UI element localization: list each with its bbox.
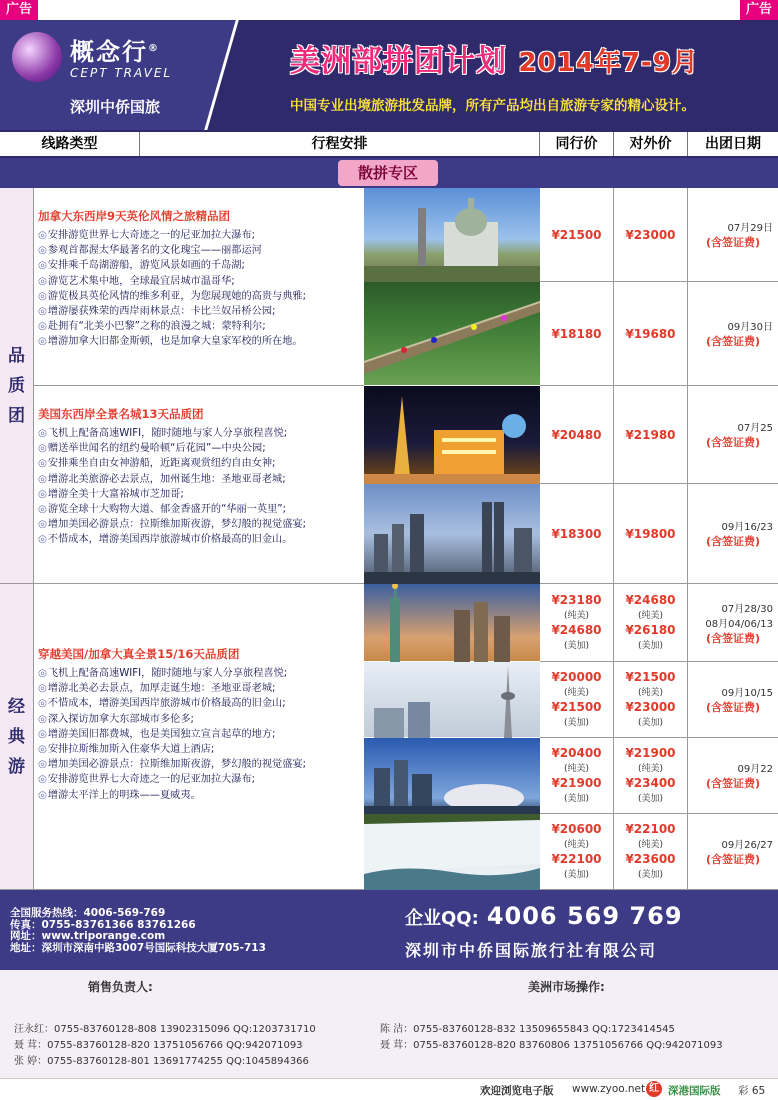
departure-cell: 09月22 (含签证费) bbox=[688, 738, 778, 814]
list-item: ◎ 不惜成本，增游美国西岸旅游城市价格最高的旧金山。 bbox=[38, 532, 360, 547]
sales-right-title: 美洲市场操作: bbox=[528, 980, 605, 994]
photo-rainforest-bridge bbox=[364, 282, 540, 386]
trade-price-cell: ¥21500 bbox=[540, 188, 614, 282]
route-usa bbox=[34, 386, 364, 584]
trade-price-cell: ¥20600 (纯美) ¥22100 (美加) bbox=[540, 814, 614, 890]
list-item: ◎ 赴拥有“北美小巴黎”之称的浪漫之城：蒙特利尔; bbox=[38, 319, 360, 334]
list-item: ◎ 增游太平洋上的明珠——夏威夷。 bbox=[38, 788, 360, 803]
retail-price-cell: ¥21980 bbox=[614, 386, 688, 484]
section-label-quality: 品 质 团 bbox=[0, 188, 34, 584]
contact-block bbox=[10, 908, 266, 954]
welcome-text: 欢迎浏览电子版 bbox=[480, 1085, 554, 1097]
itinerary-table bbox=[0, 188, 778, 890]
sales-row: 聂 茸：0755-83760128-820 13751056766 QQ:942071093 bbox=[14, 1040, 303, 1051]
list-item: ◎ 飞机上配备高速WIFI，随时随地与家人分享旅程喜悦; bbox=[38, 426, 360, 441]
list-item: ◎ 赠送举世闻名的纽约曼哈顿“后花园”—中央公园; bbox=[38, 441, 360, 456]
list-item: ◎ 游览艺术集中地，全球最宜居城市温哥华; bbox=[38, 274, 360, 289]
bottom-bar bbox=[0, 1078, 778, 1100]
list-item: ◎ 参观首都渥太华最著名的文化瑰宝——丽都运河 bbox=[38, 243, 360, 258]
retail-price-cell: ¥19680 bbox=[614, 282, 688, 386]
list-item: ◎ 安排游览世界七大奇迹之一的尼亚加拉大瀑布; bbox=[38, 228, 360, 243]
list-item: ◎ 安排乘坐自由女神游船，近距离观赏纽约自由女神; bbox=[38, 456, 360, 471]
departure-cell: 07月29日 (含签证费) bbox=[688, 188, 778, 282]
brand-text: 深港国际版 bbox=[668, 1085, 721, 1097]
list-item: ◎ 增游全美十大富裕城市芝加哥; bbox=[38, 487, 360, 502]
company-name: 深圳市中侨国际旅行社有限公司 bbox=[405, 941, 658, 960]
sales-left-title: 销售负责人: bbox=[88, 980, 153, 994]
logo-cn: 概念行® bbox=[70, 38, 160, 66]
list-item: ◎ 游览极具英伦风情的维多利亚，为您展现她的高贵与典雅; bbox=[38, 289, 360, 304]
trade-price-cell: ¥18180 bbox=[540, 282, 614, 386]
retail-price-cell: ¥22100 (纯美) ¥23600 (美加) bbox=[614, 814, 688, 890]
retail-price-cell: ¥21900 (纯美) ¥23400 (美加) bbox=[614, 738, 688, 814]
section-label-classic: 经 典 游 bbox=[0, 584, 34, 890]
list-item: ◎ 增游北美必去景点，加厚走诞生地：圣地亚哥老城; bbox=[38, 681, 360, 696]
route-america-canada bbox=[34, 584, 364, 890]
retail-price-cell: ¥23000 bbox=[614, 188, 688, 282]
departure-cell: 09月30日 (含签证费) bbox=[688, 282, 778, 386]
page-title: 美洲部拼团计划 2014年7-9月 bbox=[290, 44, 699, 79]
photo-oratory-art bbox=[364, 188, 540, 282]
badge-icon: 红 bbox=[646, 1081, 662, 1097]
photo-niagara-falls-art bbox=[364, 814, 540, 890]
list-item: ◎ 不惜成本，增游美国西岸旅游城市价格最高的旧金山; bbox=[38, 696, 360, 711]
zone-bar bbox=[0, 158, 778, 188]
list-item: ◎ 飞机上配备高速WIFI，随时随地与家人分享旅程喜悦; bbox=[38, 666, 360, 681]
sales-row: 汪永红：0755-83760128-808 13902315096 QQ:1203731710 bbox=[14, 1024, 316, 1035]
trade-price-cell: ¥20000 (纯美) ¥21500 (美加) bbox=[540, 662, 614, 738]
address: 地址：深圳市深南中路3007号国际科技大厦705-713 bbox=[10, 941, 266, 954]
table-header bbox=[0, 130, 778, 158]
col-departure: 出团日期 bbox=[705, 136, 761, 152]
sales-contacts bbox=[0, 970, 778, 1078]
contact-footer bbox=[0, 890, 778, 970]
site-url[interactable]: www.zyoo.net bbox=[572, 1083, 646, 1095]
page-number: 彩 65 bbox=[738, 1085, 766, 1097]
photo-cn-tower-art bbox=[364, 662, 540, 738]
list-item: ◎ 安排游览世界七大奇迹之一的尼亚加拉大瀑布; bbox=[38, 772, 360, 787]
list-item: ◎ 增游屡获殊荣的西岸雨林景点：卡比兰奴吊桥公园; bbox=[38, 304, 360, 319]
logo-en: CEPT TRAVEL bbox=[70, 66, 173, 80]
fax: 传真：0755-83761366 83761266 bbox=[10, 918, 196, 931]
route-canada bbox=[34, 188, 364, 386]
ad-tag-left: 广告 bbox=[0, 0, 38, 20]
sales-row: 陈 洁：0755-83760128-832 13509655843 QQ:1723414545 bbox=[380, 1024, 675, 1035]
header-banner bbox=[0, 20, 778, 130]
photo-rainforest-bridge-art bbox=[364, 282, 540, 386]
departure-cell: 09月16/23 (含签证费) bbox=[688, 484, 778, 584]
departure-cell: 09月26/27 (含签证费) bbox=[688, 814, 778, 890]
photo-statue-liberty bbox=[364, 584, 540, 662]
website: 网址：www.triporange.com bbox=[10, 930, 166, 942]
photo-las-vegas-art bbox=[364, 386, 540, 484]
photo-city-dome-art bbox=[364, 738, 540, 814]
photo-city-dome bbox=[364, 738, 540, 814]
col-route-type: 线路类型 bbox=[0, 132, 140, 156]
qq-block: 企业QQ: 4006 569 769 bbox=[405, 902, 683, 930]
retail-price-cell: ¥24680 (纯美) ¥26180 (美加) bbox=[614, 584, 688, 662]
list-item: ◎ 增游加拿大旧都金斯顿，也是加拿大皇家军校的所在地。 bbox=[38, 334, 360, 349]
list-item: ◎ 游览全球十大购物大道、郁金香盛开的“华丽一英里”; bbox=[38, 502, 360, 517]
col-trade-price: 同行价 bbox=[540, 132, 614, 156]
ad-tag-right: 广告 bbox=[740, 0, 778, 20]
logo-subtitle: 深圳中侨国旅 bbox=[70, 98, 161, 116]
zone-label: 散拼专区 bbox=[338, 160, 438, 186]
photo-manhattan bbox=[364, 484, 540, 584]
list-item: ◎ 安排乘千岛湖游船，游览风景如画的千岛湖; bbox=[38, 258, 360, 273]
trade-price-cell: ¥20480 bbox=[540, 386, 614, 484]
list-item: ◎ 增加美国必游景点：拉斯维加斯夜游，梦幻般的视觉盛宴; bbox=[38, 757, 360, 772]
photo-oratory bbox=[364, 188, 540, 282]
col-retail-price: 对外价 bbox=[614, 132, 688, 156]
photo-cn-tower bbox=[364, 662, 540, 738]
retail-price-cell: ¥19800 bbox=[614, 484, 688, 584]
sales-row: 聂 茸：0755-83760128-820 83760806 13751056766 QQ:942071093 bbox=[380, 1040, 723, 1051]
list-item: ◎ 增加美国必游景点：拉斯维加斯夜游，梦幻般的视觉盛宴; bbox=[38, 517, 360, 532]
photo-manhattan-art bbox=[364, 484, 540, 584]
list-item: ◎ 安排拉斯维加斯入住豪华大道上酒店; bbox=[38, 742, 360, 757]
logo-icon bbox=[12, 32, 62, 82]
photo-statue-liberty-art bbox=[364, 584, 540, 662]
photo-niagara-falls bbox=[364, 814, 540, 890]
photo-las-vegas bbox=[364, 386, 540, 484]
hotline: 全国服务热线：4006-569-769 bbox=[10, 907, 166, 919]
route-title: 加拿大东西岸9天英伦风情之旅精品团 bbox=[38, 209, 230, 223]
list-item: ◎ 增游美国旧都费城，也是美国独立宣言起草的地方; bbox=[38, 727, 360, 742]
departure-cell: 07月25 (含签证费) bbox=[688, 386, 778, 484]
route-title: 美国东西岸全景名城13天品质团 bbox=[38, 407, 204, 421]
departure-cell: 09月10/15 (含签证费) bbox=[688, 662, 778, 738]
sales-row: 张 婷：0755-83760128-801 13691774255 QQ:1045894366 bbox=[14, 1056, 309, 1067]
trade-price-cell: ¥23180 (纯美) ¥24680 (美加) bbox=[540, 584, 614, 662]
col-itinerary: 行程安排 bbox=[140, 132, 540, 156]
retail-price-cell: ¥21500 (纯美) ¥23000 (美加) bbox=[614, 662, 688, 738]
route-title: 穿越美国/加拿大真全景15/16天品质团 bbox=[38, 647, 240, 661]
list-item: ◎ 深入探访加拿大东部城市多伦多; bbox=[38, 712, 360, 727]
trade-price-cell: ¥20400 (纯美) ¥21900 (美加) bbox=[540, 738, 614, 814]
trade-price-cell: ¥18300 bbox=[540, 484, 614, 584]
list-item: ◎ 增游北美旅游必去景点，加州诞生地：圣地亚哥老城; bbox=[38, 472, 360, 487]
slogan: 中国专业出境旅游批发品牌，所有产品均出自旅游专家的精心设计。 bbox=[290, 98, 695, 114]
departure-cell: 07月28/30 08月04/06/13 (含签证费) bbox=[688, 584, 778, 662]
